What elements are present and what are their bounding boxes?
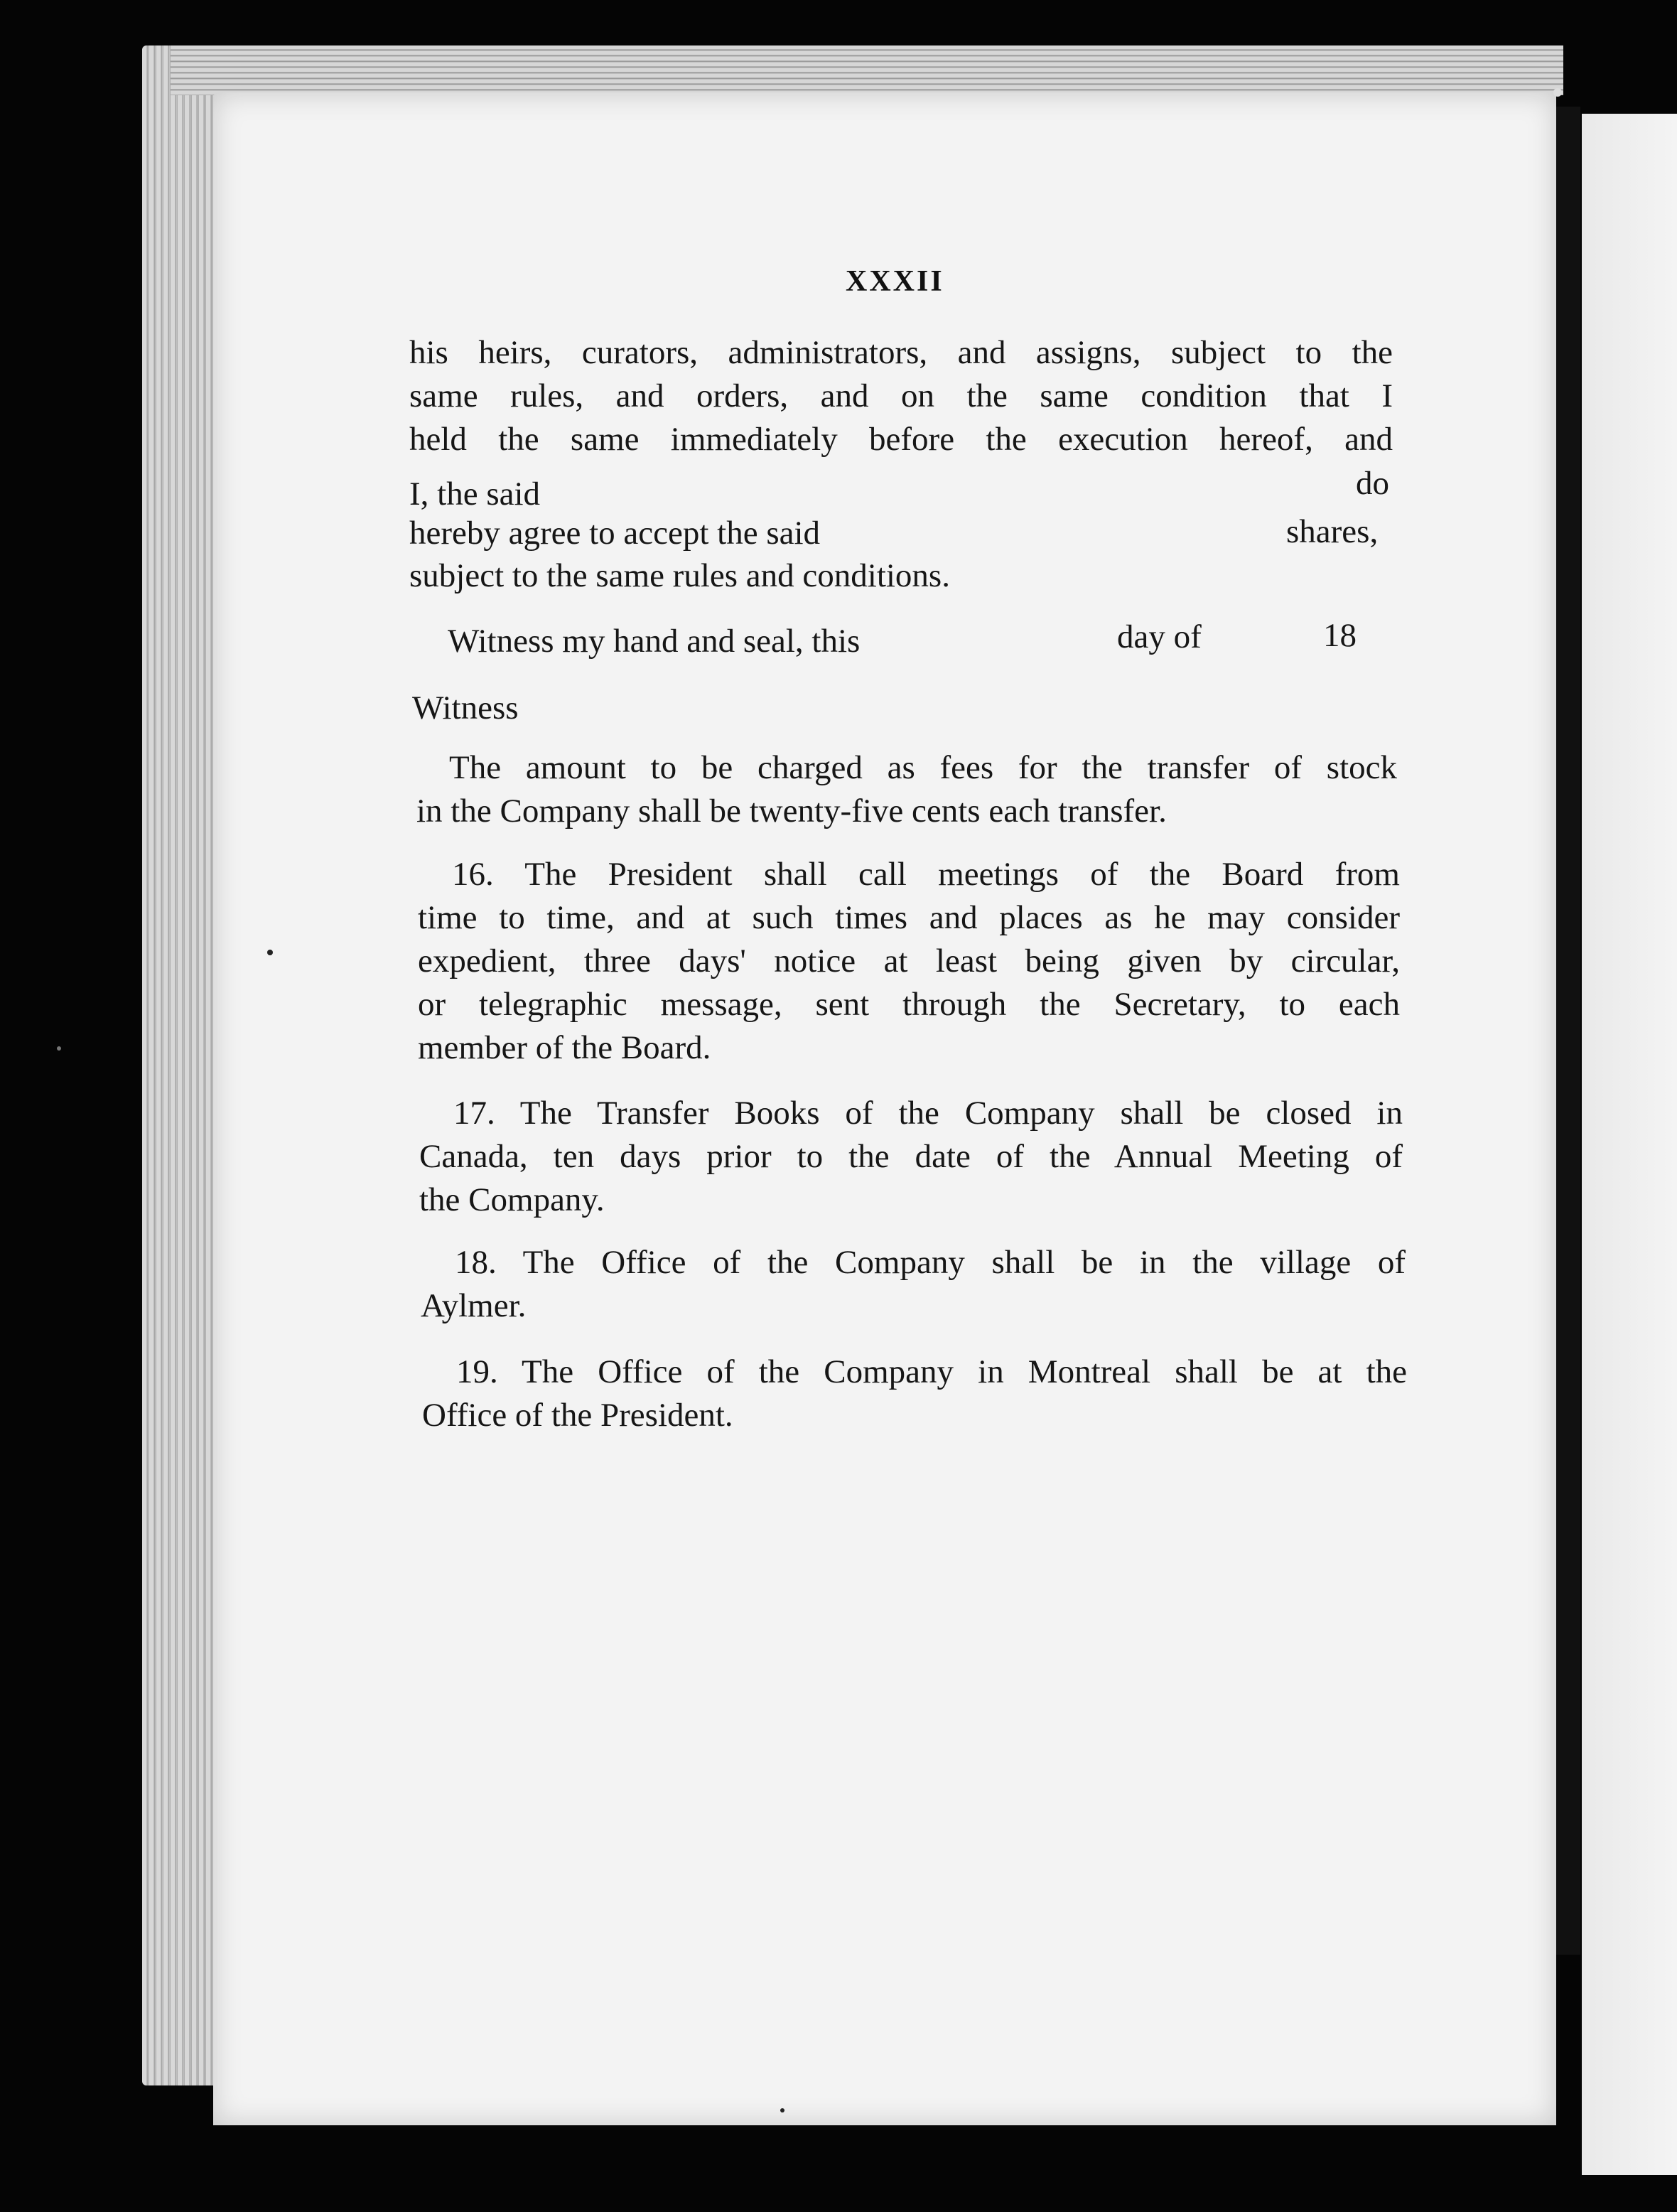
section-18 [421,1241,1406,1328]
text-line: 19. The Office of the Company in Montreal shall be at the [456,1353,1407,1390]
section-19 [422,1351,1407,1437]
text-line: 16. The President shall call meetings of the Board from [452,856,1400,893]
form-shares-label: shares, [1286,513,1379,550]
witness-label: Witness [412,689,519,726]
text-line: 17. The Transfer Books of the Company shall be closed in [453,1095,1403,1132]
witness-day-of-label: day of [1117,618,1202,655]
adjacent-page [1582,114,1677,2175]
text-line: time to time, and at such times and places as he may consider [418,899,1400,936]
text-line: or telegraphic message, sent through the Secretary, to each [418,986,1400,1023]
scan-speck [1553,88,1562,97]
section-17 [419,1092,1403,1222]
text-line: The amount to be charged as fees for the transfer of stock [449,749,1397,786]
text-line: the Company. [419,1181,605,1218]
text-line: 18. The Office of the Company shall be in the village of [455,1244,1406,1281]
page-number: XXXII [846,265,944,298]
form-blank-name-label: I, the said [409,476,541,512]
scan-speck [57,1046,61,1051]
text-line: held the same immediately before the execution hereof, and [409,421,1393,458]
scan-speck [780,2108,784,2112]
book-page-edges-top [171,45,1563,95]
section-16 [418,853,1400,1070]
text-line: Office of the President. [422,1397,733,1434]
text-line: in the Company shall be twenty-five cents each transfer. [416,793,1167,830]
form-accept-label: hereby agree to accept the said [409,515,821,552]
fees-paragraph [416,746,1397,833]
scan-speck [267,950,273,955]
text-line: expedient, three days' notice at least being given by circular, [418,943,1400,979]
text-line: Canada, ten days prior to the date of the Annual Meeting of [419,1138,1403,1175]
transfer-form-text [409,331,1393,461]
witness-hand-seal-line: Witness my hand and seal, this [448,623,861,660]
text-line: his heirs, curators, administrators, and assigns, subject to the [409,334,1393,371]
text-line: member of the Board. [418,1029,711,1066]
witness-year-label: 18 [1323,617,1357,654]
form-blank-do-label: do [1356,465,1389,502]
form-conditions-line: subject to the same rules and conditions. [409,557,950,594]
text-line: Aylmer. [421,1287,527,1324]
text-line: same rules, and orders, and on the same condition that I [409,377,1393,414]
